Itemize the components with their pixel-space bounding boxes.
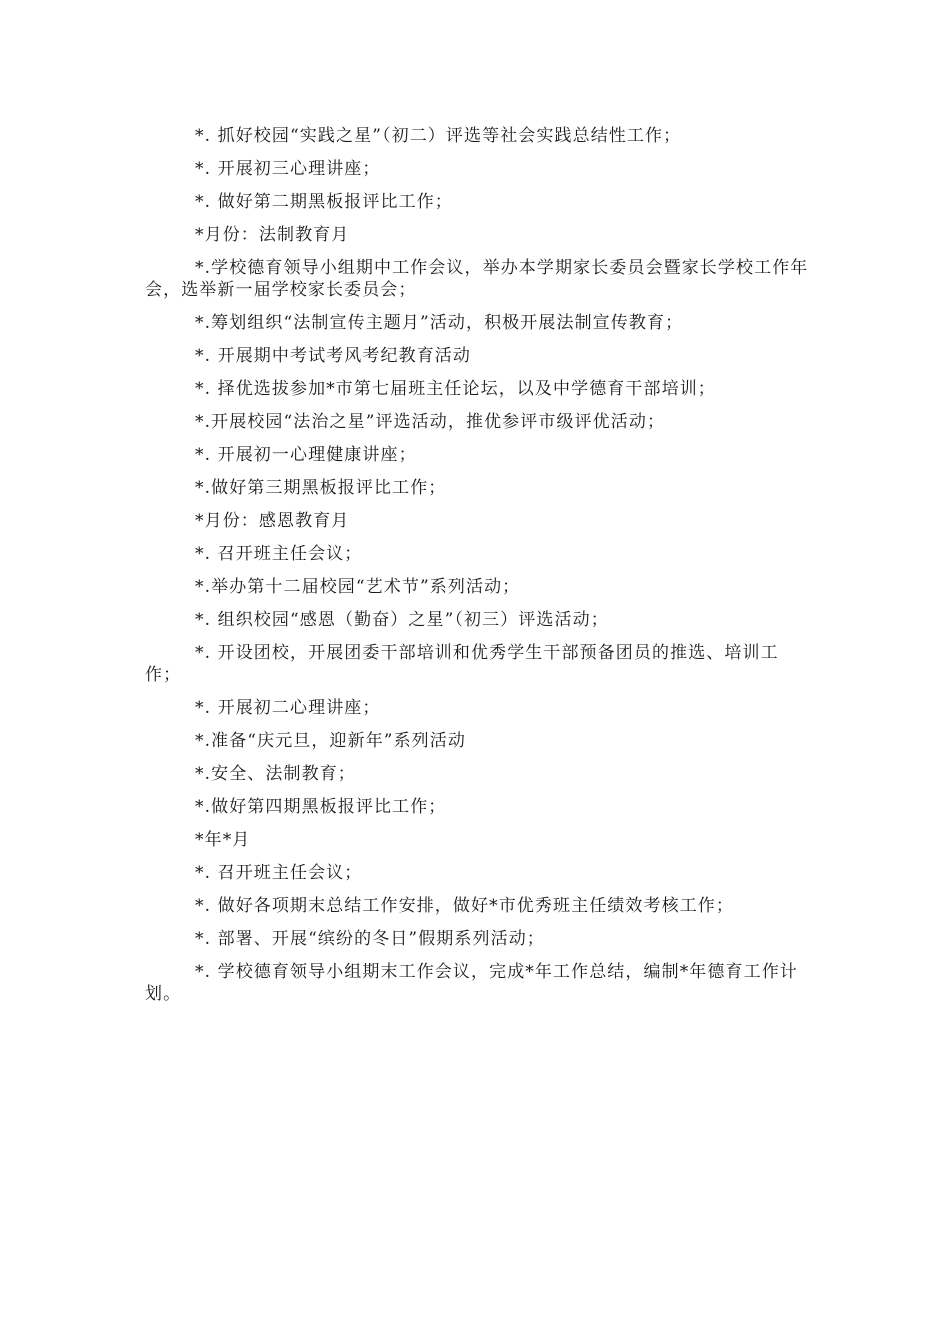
- paragraph-2: *. 开展初三心理讲座；: [195, 159, 381, 179]
- paragraph-7: *. 开展期中考试考风考纪教育活动: [195, 346, 472, 366]
- paragraph-20: *.做好第四期黑板报评比工作；: [195, 797, 447, 817]
- paragraph-18: *.准备“庆元旦，迎新年”系列活动: [195, 731, 466, 751]
- paragraph-15: *. 组织校园“感恩（勤奋）之星”（初三）评选活动；: [195, 610, 609, 630]
- section-heading-gratitude-month: *月份：感恩教育月: [195, 511, 350, 531]
- section-heading-year-month: *年*月: [195, 830, 251, 850]
- paragraph-17: *. 开展初二心理讲座；: [195, 698, 381, 718]
- paragraph-13: *. 召开班主任会议；: [195, 544, 363, 564]
- paragraph-22: *. 召开班主任会议；: [195, 863, 363, 883]
- section-heading-legal-month: *月份：法制教育月: [195, 225, 350, 245]
- paragraph-11: *.做好第三期黑板报评比工作；: [195, 478, 447, 498]
- paragraph-23: *. 做好各项期末总结工作安排，做好*市优秀班主任绩效考核工作；: [195, 896, 735, 916]
- paragraph-9: *.开展校园“法治之星”评选活动，推优参评市级评优活动；: [195, 412, 666, 432]
- document-body: [145, 125, 810, 1016]
- paragraph-24: *. 部署、开展“缤纷的冬日”假期系列活动；: [195, 929, 545, 949]
- paragraph-6: *.筹划组织“法制宣传主题月”活动，积极开展法制宣传教育；: [195, 313, 684, 333]
- paragraph-25: *. 学校德育领导小组期末工作会议，完成*年工作总结，编制*年德育工作计划。: [145, 962, 798, 1004]
- paragraph-8: *. 择优选拔参加*市第七届班主任论坛，以及中学德育干部培训；: [195, 379, 716, 399]
- paragraph-5: *.学校德育领导小组期中工作会议，举办本学期家长委员会暨家长学校工作年会，选举新一届学校家长委员会；: [145, 258, 809, 300]
- paragraph-16: *. 开设团校，开展团委干部培训和优秀学生干部预备团员的推选、培训工作；: [145, 643, 779, 685]
- paragraph-14: *.举办第十二届校园“艺术节”系列活动；: [195, 577, 521, 597]
- paragraph-10: *. 开展初一心理健康讲座；: [195, 445, 417, 465]
- paragraph-1: *. 抓好校园“实践之星”（初二）评选等社会实践总结性工作；: [195, 126, 682, 146]
- paragraph-19: *.安全、法制教育；: [195, 764, 356, 784]
- paragraph-3: *. 做好第二期黑板报评比工作；: [195, 192, 453, 212]
